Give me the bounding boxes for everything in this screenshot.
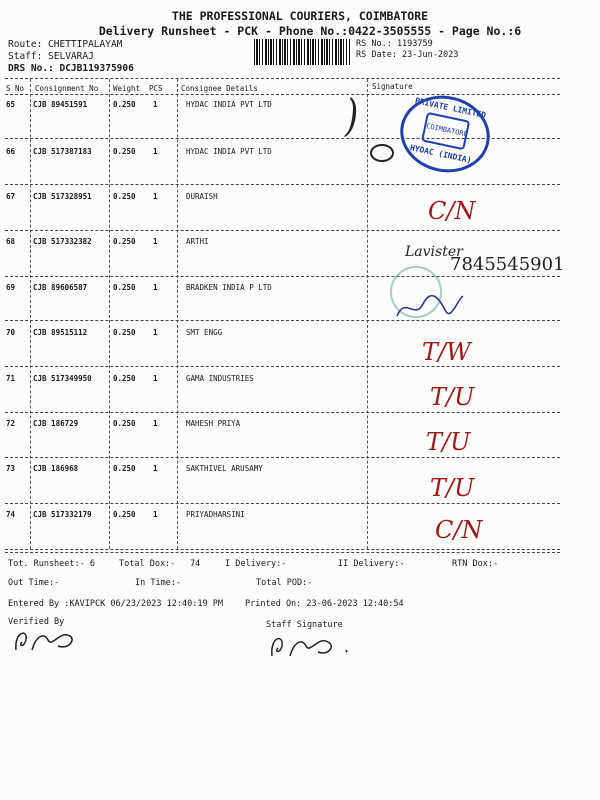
row-sno: 72 — [6, 419, 16, 428]
verified-by: Verified By — [8, 617, 65, 627]
handwritten-note: C/N — [428, 197, 476, 225]
row-rule — [5, 230, 560, 231]
stamp-center: COIMBATORE — [421, 112, 470, 150]
row-pcs: 1 — [153, 419, 158, 428]
row-sno: 68 — [6, 237, 16, 246]
drs-number: DRS No.: DCJB119375906 — [8, 63, 134, 74]
row-consignee: MAHESH PRIYA — [186, 419, 241, 428]
total-pod: Total POD:- — [256, 578, 313, 588]
runsheet-subtitle: Delivery Runsheet - PCK - Phone No.:0422-3505555 - Page No.:6 — [98, 24, 522, 38]
barcode — [254, 39, 350, 65]
row-consignment: CJB 517332179 — [33, 510, 92, 519]
divider — [177, 79, 178, 549]
row-sno: 69 — [6, 283, 16, 292]
in-time: In Time:- — [135, 578, 182, 588]
row-consignment: CJB 186968 — [33, 464, 79, 473]
handwritten-note: T/U — [430, 474, 475, 502]
tot-runsheet: Tot. Runsheet:- 6 — [8, 559, 95, 569]
handwritten-note: T/U — [430, 383, 475, 411]
handwritten-note: T/U — [426, 428, 471, 456]
row-weight: 0.250 — [113, 147, 136, 156]
row-consignee: HYDAC INDIA PVT LTD — [186, 100, 272, 109]
staff-signature — [266, 628, 356, 662]
handwritten-phone: 7845545901 — [450, 254, 565, 275]
row-consignee: HYDAC INDIA PVT LTD — [186, 147, 272, 156]
row-pcs: 1 — [153, 100, 158, 109]
row-pcs: 1 — [153, 147, 158, 156]
row-weight: 0.250 — [113, 283, 136, 292]
row-pcs: 1 — [153, 237, 158, 246]
row-sno: 66 — [6, 147, 16, 156]
out-time: Out Time:- — [8, 578, 60, 588]
row-pcs: 1 — [153, 374, 158, 383]
printed-on: Printed On: 23-06-2023 12:40:54 — [245, 599, 404, 609]
row-pcs: 1 — [153, 283, 158, 292]
verifier-signature — [10, 622, 80, 656]
header-rule — [5, 94, 560, 95]
signature-scribble — [395, 290, 465, 322]
row-consignment: CJB 517387183 — [33, 147, 92, 156]
row-consignee: DURAISH — [186, 192, 218, 201]
row-sno: 70 — [6, 328, 16, 337]
row-consignment: CJB 186729 — [33, 419, 79, 428]
row-consignee: BRADKEN INDIA P LTD — [186, 283, 272, 292]
table-top-rule — [5, 78, 560, 79]
row-rule — [5, 276, 560, 277]
row-sno: 73 — [6, 464, 16, 473]
company-stamp: PRIVATE LIMITED COIMBATORE HYDAC (INDIA) — [393, 87, 497, 180]
footer-rule — [5, 552, 560, 553]
entered-by: Entered By :KAVIPCK 06/23/2023 12:40:19 PM — [8, 599, 223, 609]
divider — [109, 79, 110, 549]
row-consignment: CJB 517328951 — [33, 192, 92, 201]
row-weight: 0.250 — [113, 100, 136, 109]
row-weight: 0.250 — [113, 237, 136, 246]
i-delivery: I Delivery:- — [225, 559, 287, 569]
col-consignee: Consignee Details — [181, 84, 258, 93]
total-dox-value: 74 — [190, 559, 201, 569]
row-weight: 0.250 — [113, 419, 136, 428]
row-rule — [5, 412, 560, 413]
row-weight: 0.250 — [113, 192, 136, 201]
row-rule — [5, 457, 560, 458]
row-consignment: CJB 517332382 — [33, 237, 92, 246]
row-rule — [5, 184, 560, 185]
col-consignment: Consignment No — [35, 84, 99, 93]
col-weight: Weight — [113, 84, 141, 93]
row-pcs: 1 — [153, 192, 158, 201]
handwritten-note: C/N — [435, 516, 483, 544]
row-weight: 0.250 — [113, 464, 136, 473]
staff-signature-label: Staff Signature — [266, 620, 343, 630]
row-sno: 74 — [6, 510, 16, 519]
divider — [30, 79, 31, 549]
row-weight: 0.250 — [113, 374, 136, 383]
col-signature: Signature — [372, 82, 413, 91]
row-consignee: GAMA INDUSTRIES — [186, 374, 254, 383]
row-rule — [5, 320, 560, 321]
row-pcs: 1 — [153, 328, 158, 337]
rtn-dox: RTN Dox:- — [452, 559, 499, 569]
ii-delivery: II Delivery:- — [338, 559, 405, 569]
row-consignee: SAKTHIVEL ARUSAMY — [186, 464, 263, 473]
rs-date: RS Date: 23-Jun-2023 — [356, 50, 459, 60]
row-consignee: SMT ENGG — [186, 328, 223, 337]
row-rule — [5, 549, 560, 550]
col-pcs: PCS — [149, 84, 163, 93]
row-consignment: CJB 89606587 — [33, 283, 88, 292]
row-sno: 71 — [6, 374, 16, 383]
handwritten-bracket: ) — [345, 90, 359, 142]
row-pcs: 1 — [153, 510, 158, 519]
row-consignee: ARTHI — [186, 237, 209, 246]
staff-label: Staff: SELVARAJ — [8, 51, 94, 62]
row-weight: 0.250 — [113, 328, 136, 337]
handwritten-note: T/W — [422, 338, 471, 366]
row-weight: 0.250 — [113, 510, 136, 519]
row-consignment: CJB 89515112 — [33, 328, 88, 337]
total-dox-label: Total Dox:- — [119, 559, 176, 569]
row-consignee: PRIYADHARSINI — [186, 510, 245, 519]
signature-scribble — [370, 144, 394, 162]
row-consignment: CJB 89451591 — [33, 100, 88, 109]
handwritten-note: Lavister — [405, 244, 463, 260]
row-pcs: 1 — [153, 464, 158, 473]
row-sno: 65 — [6, 100, 16, 109]
col-sno: S No — [6, 84, 25, 93]
rs-number: RS No.: 1193759 — [356, 39, 433, 49]
row-rule — [5, 503, 560, 504]
row-rule — [5, 366, 560, 367]
divider — [367, 79, 368, 549]
route-label: Route: CHETTIPALAYAM — [8, 39, 123, 50]
row-consignment: CJB 517349950 — [33, 374, 92, 383]
row-sno: 67 — [6, 192, 16, 201]
company-title: THE PROFESSIONAL COURIERS, COIMBATORE — [171, 9, 429, 23]
